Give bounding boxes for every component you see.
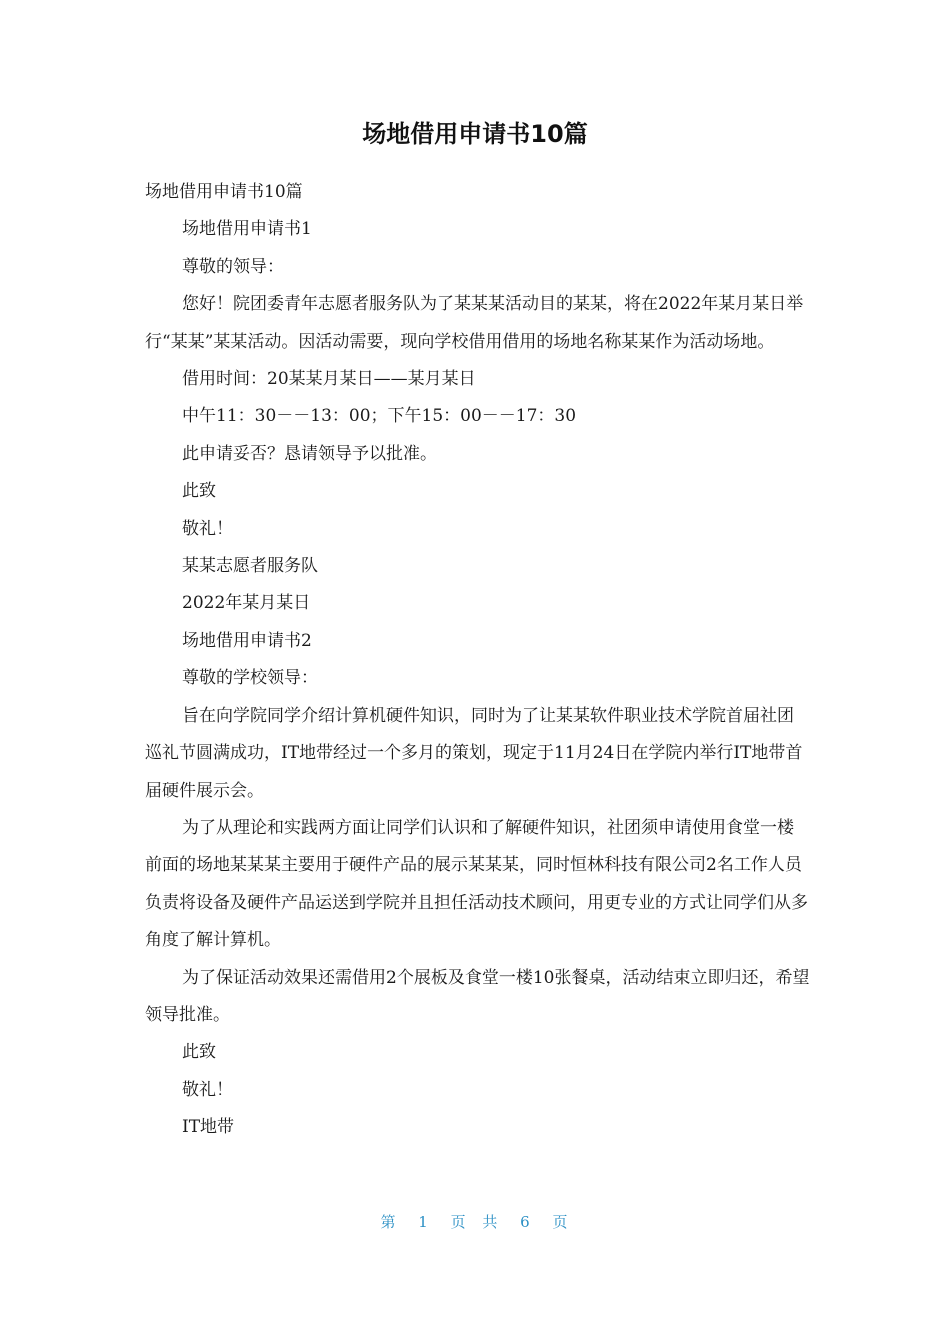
footer-suffix: 页: [552, 1213, 570, 1231]
paragraph: 中午11：30－－13：00；下午15：00－－17：30: [182, 406, 577, 427]
paragraph: 尊敬的领导：: [182, 256, 284, 277]
footer-prefix: 第: [380, 1213, 398, 1231]
paragraph: 旨在向学院同学介绍计算机硬件知识，同时为了让某某软件职业技术学院首届社团巡礼节圆满成功，IT地带经过一个多月的策划，现定于11月24日在学院内举行IT地带首届硬件展示会。: [145, 705, 803, 801]
paragraph: 尊敬的学校领导：: [182, 668, 318, 689]
paragraph: 为了保证活动效果还需借用2个展板及食堂一楼10张餐桌，活动结束立即归还，希望领导批准。: [145, 967, 810, 1025]
paragraph: 场地借用申请书2: [182, 630, 312, 651]
paragraph: 场地借用申请书1: [182, 219, 312, 240]
paragraph: 敬礼！: [182, 518, 233, 539]
paragraph: 场地借用申请书10篇: [145, 182, 303, 202]
paragraph: 某某志愿者服务队: [182, 556, 318, 577]
paragraph: 您好！院团委青年志愿者服务队为了某某某活动目的某某，将在2022年某月某日举行“某某”某某活动。因活动需要，现向学校借用借用的场地名称某某作为活动场地。: [145, 294, 804, 352]
paragraph: 此致: [182, 1042, 216, 1063]
footer-middle: 页 共: [450, 1213, 500, 1231]
footer-current-page: 1: [418, 1213, 430, 1231]
paragraph: 敬礼！: [182, 1079, 233, 1100]
paragraph: 为了从理论和实践两方面让同学们认识和了解硬件知识，社团须申请使用食堂一楼前面的场地某某某主要用于硬件产品的展示某某某，同时恒林科技有限公司2名工作人员负责将设备及硬件产品运送到学院并且担任活动技术顾问，用更专业的方式让同学们从多角度了解计算机。: [145, 817, 808, 951]
paragraph: 借用时间：20某某月某日——某月某日: [182, 369, 476, 390]
paragraph: IT地带: [182, 1117, 235, 1138]
paragraph: 此申请妥否？恳请领导予以批准。: [182, 443, 437, 464]
paragraph: 2022年某月某日: [182, 593, 311, 614]
footer-total-pages: 6: [520, 1213, 532, 1231]
document-title: 场地借用申请书10篇: [362, 120, 588, 148]
paragraph: 此致: [182, 481, 216, 502]
document-body: [145, 174, 810, 1147]
page-number-footer: [0, 1210, 950, 1234]
